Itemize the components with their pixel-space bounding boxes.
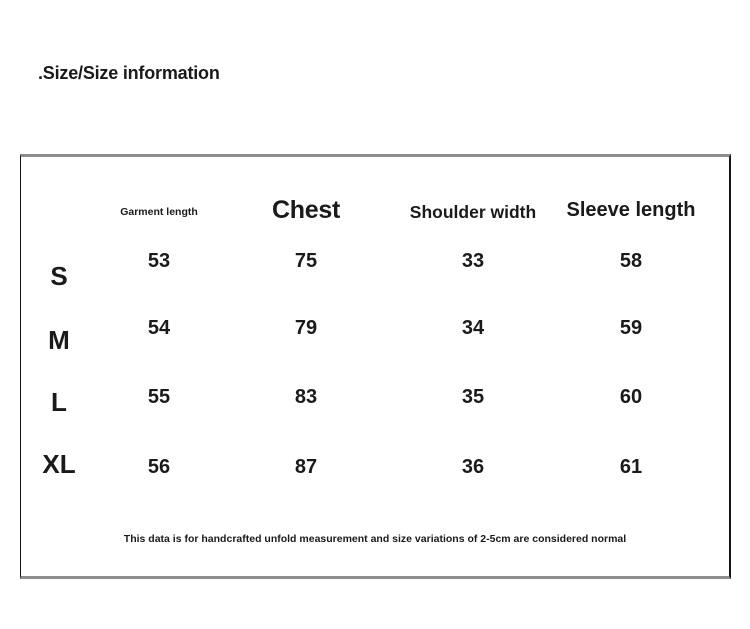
cell-m-garment-length: 54 bbox=[147, 316, 171, 339]
column-header-garment-length: Garment length bbox=[120, 205, 198, 218]
cell-l-garment-length: 55 bbox=[147, 386, 171, 408]
column-header-chest: Chest bbox=[272, 196, 340, 224]
cell-s-sleeve-length: 58 bbox=[619, 250, 643, 272]
cell-l-sleeve-length: 60 bbox=[619, 386, 643, 408]
cell-m-sleeve-length: 59 bbox=[619, 316, 643, 339]
size-label-m: M bbox=[48, 324, 70, 355]
page-title: .Size/Size information bbox=[38, 63, 220, 83]
cell-s-chest: 75 bbox=[294, 250, 318, 272]
size-label-l: L bbox=[51, 387, 67, 417]
cell-l-chest: 83 bbox=[294, 386, 318, 408]
table-footnote: This data is for handcrafted unfold measurement and size variations of 2-5cm are considered normal bbox=[123, 533, 627, 545]
cell-m-shoulder-width: 34 bbox=[461, 316, 485, 339]
cell-xl-garment-length: 56 bbox=[147, 456, 171, 478]
cell-xl-shoulder-width: 36 bbox=[461, 456, 485, 478]
cell-s-garment-length: 53 bbox=[147, 250, 171, 272]
cell-xl-sleeve-length: 61 bbox=[619, 456, 643, 478]
column-header-sleeve-length: Sleeve length bbox=[566, 199, 696, 221]
cell-l-shoulder-width: 35 bbox=[461, 386, 485, 408]
cell-m-chest: 79 bbox=[294, 316, 318, 339]
cell-s-shoulder-width: 33 bbox=[461, 250, 485, 272]
size-label-xl: XL bbox=[42, 449, 76, 479]
cell-xl-chest: 87 bbox=[294, 456, 318, 478]
size-table bbox=[20, 154, 731, 579]
column-header-shoulder-width: Shoulder width bbox=[409, 201, 537, 222]
size-label-s: S bbox=[50, 261, 68, 291]
column-header-size-spacer bbox=[21, 157, 97, 229]
